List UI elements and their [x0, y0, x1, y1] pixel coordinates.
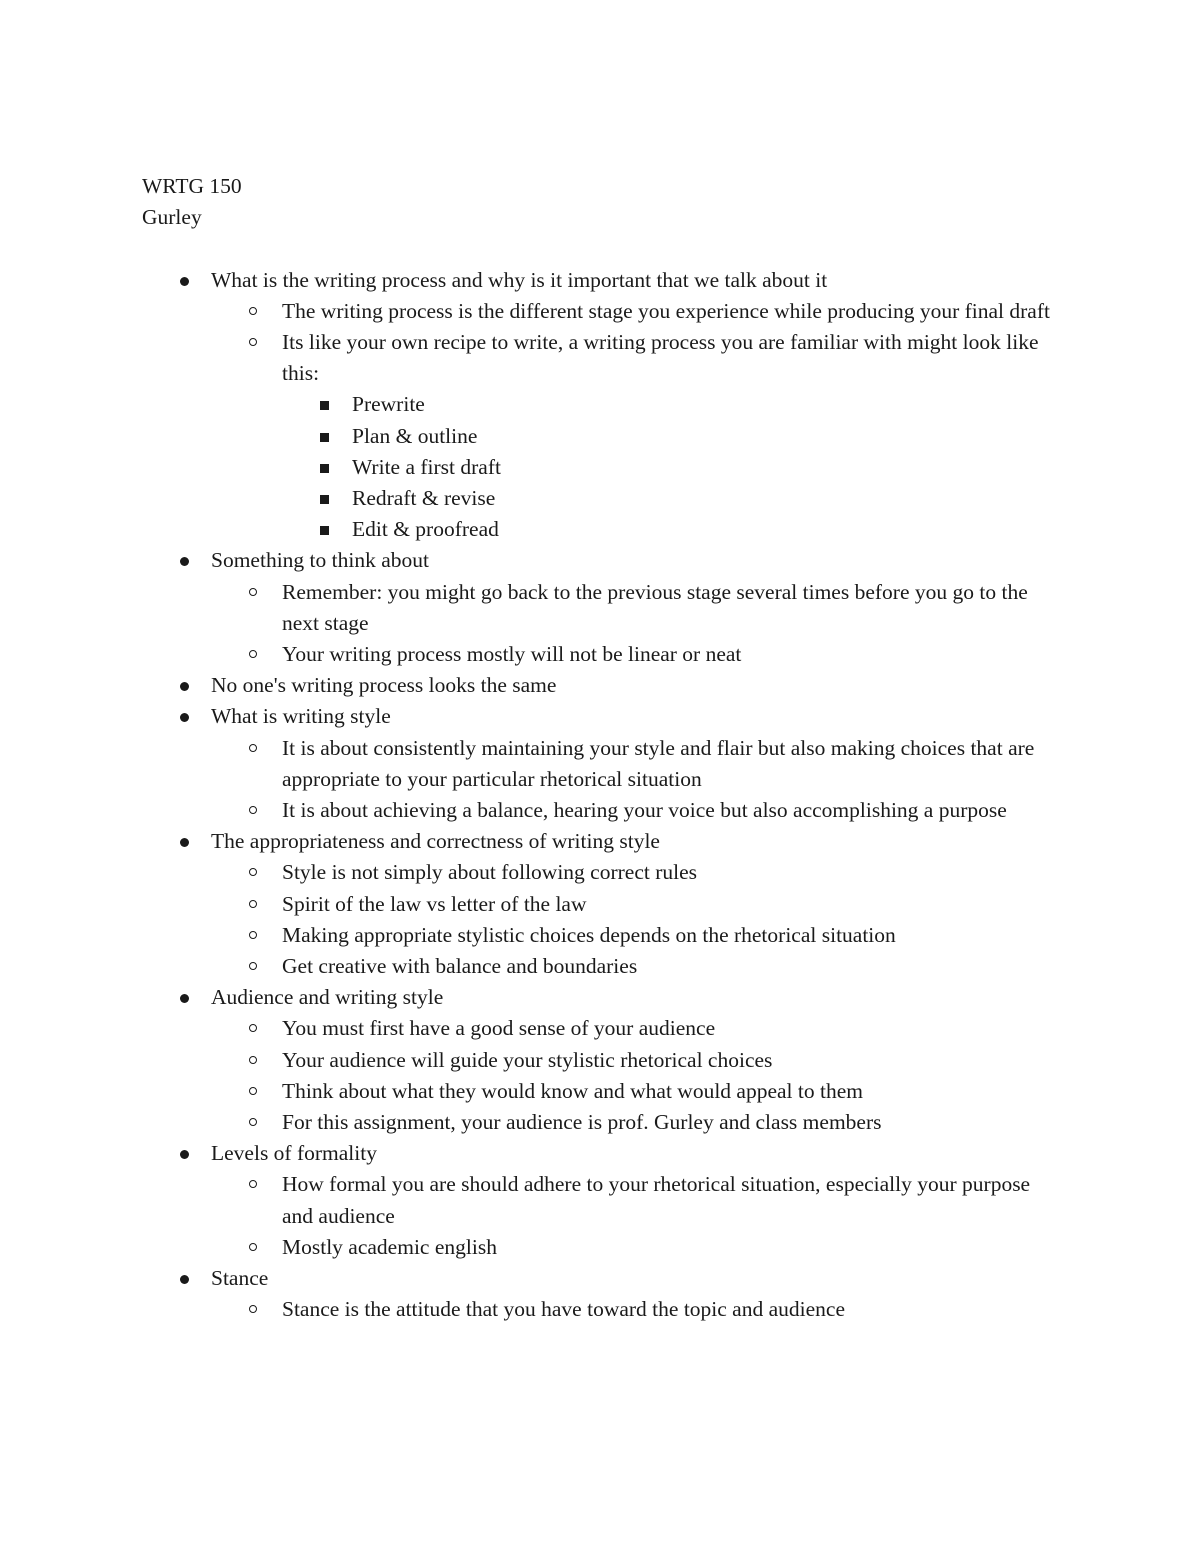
hollow-bullet-icon — [249, 744, 257, 752]
note-item — [142, 982, 1062, 1138]
square-bullet-icon — [320, 464, 329, 473]
note-item — [142, 670, 1062, 701]
note-text: Levels of formality — [211, 1141, 377, 1166]
hollow-bullet-icon — [249, 1024, 257, 1032]
sub-item — [211, 577, 1062, 639]
sub-item — [211, 1294, 1062, 1325]
note-text: No one's writing process looks the same — [211, 673, 557, 698]
sub-item — [211, 733, 1062, 795]
hollow-bullet-icon — [249, 338, 257, 346]
sub-list — [211, 733, 1062, 827]
sub-item — [211, 857, 1062, 888]
hollow-bullet-icon — [249, 1056, 257, 1064]
sub-item — [211, 639, 1062, 670]
filled-bullet-icon — [180, 1275, 189, 1284]
hollow-bullet-icon — [249, 1118, 257, 1126]
square-bullet-icon — [320, 433, 329, 442]
filled-bullet-icon — [180, 682, 189, 691]
sub-item-text: Your writing process mostly will not be linear or neat — [282, 642, 742, 667]
square-bullet-icon — [320, 526, 329, 535]
sub-item — [211, 889, 1062, 920]
sub-list — [211, 577, 1062, 671]
hollow-bullet-icon — [249, 900, 257, 908]
note-item — [142, 826, 1062, 982]
step-item — [282, 514, 1062, 545]
step-text: Redraft & revise — [352, 486, 496, 511]
sub-item-text: The writing process is the different stage you experience while producing your final draft — [282, 298, 1050, 323]
course-title: WRTG 150 — [142, 174, 242, 198]
sub-item-text: Your audience will guide your stylistic rhetorical choices — [282, 1047, 773, 1072]
hollow-bullet-icon — [249, 307, 257, 315]
sub-item — [211, 1107, 1062, 1138]
hollow-bullet-icon — [249, 1305, 257, 1313]
note-text: What is the writing process and why is it important that we talk about it — [211, 267, 828, 292]
sub-item-text: It is about consistently maintaining your style and flair but also making choices that are appropriate to your particular rhetorical situation — [282, 735, 1035, 791]
sub-item-text: For this assignment, your audience is prof. Gurley and class members — [282, 1110, 882, 1135]
square-bullet-icon — [320, 401, 329, 410]
sub-item — [211, 1169, 1062, 1231]
step-text: Prewrite — [352, 392, 425, 417]
step-text: Plan & outline — [352, 423, 478, 448]
filled-bullet-icon — [180, 713, 189, 722]
sub-item — [211, 327, 1062, 545]
sub-item-text: It is about achieving a balance, hearing your voice but also accomplishing a purpose — [282, 798, 1007, 823]
hollow-bullet-icon — [249, 1243, 257, 1251]
hollow-bullet-icon — [249, 868, 257, 876]
filled-bullet-icon — [180, 838, 189, 847]
note-item — [142, 1263, 1062, 1325]
sub-item-text: How formal you are should adhere to your rhetorical situation, especially your purpose and audience — [282, 1172, 1031, 1228]
step-text: Edit & proofread — [352, 517, 499, 542]
filled-bullet-icon — [180, 994, 189, 1003]
note-item — [142, 701, 1062, 826]
step-text: Write a first draft — [352, 454, 501, 479]
note-item — [142, 545, 1062, 670]
hollow-bullet-icon — [249, 588, 257, 596]
step-item — [282, 421, 1062, 452]
note-item — [142, 1138, 1062, 1263]
note-item — [142, 265, 1062, 546]
hollow-bullet-icon — [249, 650, 257, 658]
notes-list — [142, 265, 1062, 1326]
step-item — [282, 452, 1062, 483]
sub-list — [211, 1294, 1062, 1325]
sub-item — [211, 920, 1062, 951]
note-text: The appropriateness and correctness of writing style — [211, 829, 660, 854]
sub-item-text: Get creative with balance and boundaries — [282, 954, 638, 979]
sub-item — [211, 1013, 1062, 1044]
sub-item-text: You must first have a good sense of your audience — [282, 1016, 716, 1041]
sub-item — [211, 951, 1062, 982]
hollow-bullet-icon — [249, 806, 257, 814]
sub-item-text: Stance is the attitude that you have toward the topic and audience — [282, 1297, 845, 1322]
sub-item-text: Spirit of the law vs letter of the law — [282, 891, 587, 916]
sub-item-text: Making appropriate stylistic choices depends on the rhetorical situation — [282, 922, 896, 947]
square-bullet-icon — [320, 495, 329, 504]
sub-item-text: Remember: you might go back to the previous stage several times before you go to the next stage — [282, 579, 1028, 635]
sub-item — [211, 1076, 1062, 1107]
hollow-bullet-icon — [249, 931, 257, 939]
sub-item-text: Mostly academic english — [282, 1234, 497, 1259]
step-item — [282, 483, 1062, 514]
note-text: Something to think about — [211, 548, 429, 573]
sub-item — [211, 296, 1062, 327]
hollow-bullet-icon — [249, 1180, 257, 1188]
sub-item-text: Think about what they would know and what would appeal to them — [282, 1078, 863, 1103]
hollow-bullet-icon — [249, 962, 257, 970]
step-item — [282, 389, 1062, 420]
instructor-name: Gurley — [142, 205, 202, 230]
sub-list — [211, 296, 1062, 546]
sub-item — [211, 1045, 1062, 1076]
sub-item — [211, 795, 1062, 826]
sub-list — [211, 1169, 1062, 1263]
filled-bullet-icon — [180, 1150, 189, 1159]
note-text: What is writing style — [211, 704, 391, 729]
note-text: Stance — [211, 1266, 269, 1291]
filled-bullet-icon — [180, 277, 189, 286]
sub-list — [211, 857, 1062, 982]
note-text: Audience and writing style — [211, 985, 444, 1010]
hollow-bullet-icon — [249, 1087, 257, 1095]
sub-item — [211, 1232, 1062, 1263]
filled-bullet-icon — [180, 557, 189, 566]
sub-list — [211, 1013, 1062, 1138]
sub-item-text: Its like your own recipe to write, a writing process you are familiar with might look like this: — [282, 330, 1039, 386]
step-list — [282, 389, 1062, 545]
sub-item-text: Style is not simply about following correct rules — [282, 860, 698, 885]
document-page — [142, 171, 1062, 1326]
